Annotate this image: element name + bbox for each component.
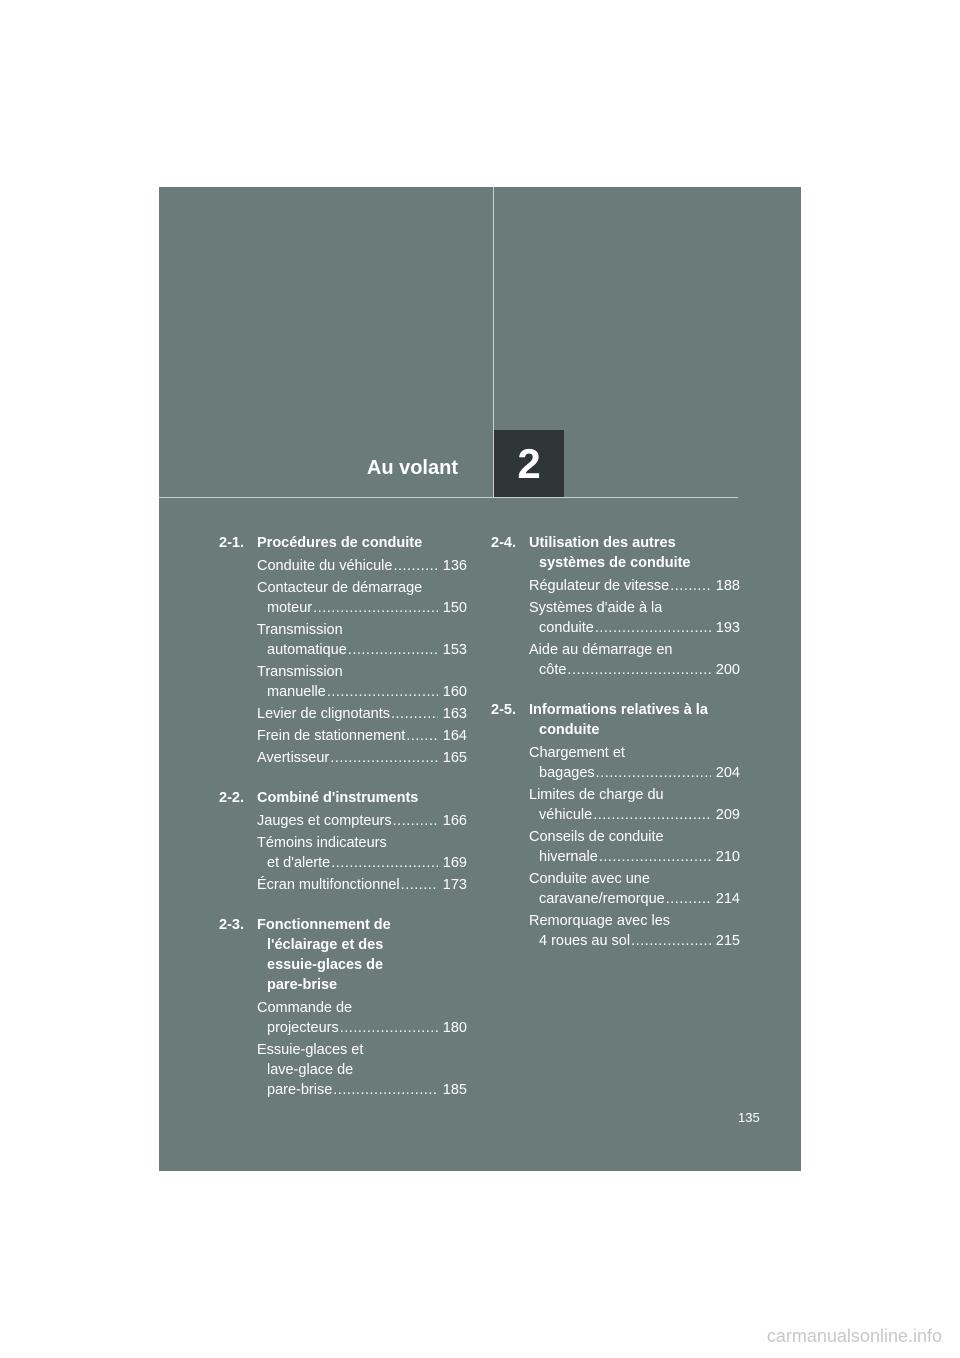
- section-title-line: Informations relatives à la: [529, 702, 708, 718]
- toc-section: [219, 788, 467, 895]
- chapter-number-box: [494, 430, 564, 497]
- entry-last-line: [257, 875, 467, 895]
- section-title: [257, 533, 467, 553]
- toc-entry[interactable]: [257, 726, 467, 746]
- section-heading[interactable]: [219, 788, 467, 808]
- dot-leader: [333, 1080, 438, 1100]
- entry-text-line: Régulateur de vitesse: [529, 578, 670, 594]
- toc-entry[interactable]: [529, 869, 740, 909]
- entry-text-line: Avertisseur: [257, 750, 330, 766]
- entry-last-line: [529, 805, 740, 825]
- toc-entry[interactable]: [529, 598, 740, 638]
- chapter-number: 2: [517, 439, 541, 487]
- dot-leader: [567, 660, 710, 680]
- entry-text-line: manuelle: [267, 684, 326, 700]
- entry-last-line: [257, 726, 467, 746]
- entry-text-line: Chargement et: [529, 745, 625, 761]
- chapter-title: Au volant: [366, 457, 458, 479]
- dot-leader: [391, 704, 438, 724]
- entry-text-line: Conseils de conduite: [529, 829, 664, 845]
- entry-last-line: [257, 598, 467, 618]
- entry-last-line: [529, 660, 740, 680]
- entry-list: [219, 998, 467, 1100]
- entry-text-line: Transmission: [257, 622, 343, 638]
- entry-text-line: véhicule: [539, 807, 593, 823]
- toc-column-right: [491, 533, 740, 971]
- toc-column-left: [219, 533, 467, 1120]
- entry-text-line: bagages: [539, 765, 595, 781]
- entry-text-line: conduite: [539, 620, 594, 636]
- toc-entry[interactable]: [529, 827, 740, 867]
- entry-text-line: Frein de stationnement: [257, 728, 406, 744]
- entry-page-number: 163: [442, 706, 467, 722]
- toc-entry[interactable]: [257, 662, 467, 702]
- dot-leader: [406, 726, 437, 746]
- entry-list: [219, 811, 467, 895]
- entry-text-line: Essuie-glaces et: [257, 1042, 364, 1058]
- entry-text-line: 4 roues au sol: [539, 933, 631, 949]
- entry-page-number: 215: [715, 933, 740, 949]
- entry-text-line: Témoins indicateurs: [257, 835, 387, 851]
- entry-last-line: [529, 931, 740, 951]
- entry-text-line: Contacteur de démarrage: [257, 580, 423, 596]
- toc-entry[interactable]: [257, 833, 467, 873]
- dot-leader: [666, 889, 711, 909]
- section-title-line: pare-brise: [267, 977, 338, 993]
- toc-entry[interactable]: [257, 1040, 467, 1100]
- entry-last-line: [257, 556, 467, 576]
- entry-last-line: [257, 640, 467, 660]
- entry-text-line: hivernale: [539, 849, 598, 865]
- section-number: 2-2.: [219, 790, 244, 806]
- entry-page-number: 150: [442, 600, 467, 616]
- dot-leader: [393, 556, 437, 576]
- toc-entry[interactable]: [257, 998, 467, 1038]
- toc-entry[interactable]: [529, 785, 740, 825]
- entry-last-line: [257, 682, 467, 702]
- section-title-line: systèmes de conduite: [539, 555, 691, 571]
- entry-list: [491, 743, 740, 951]
- entry-text-line: Conduite du véhicule: [257, 558, 393, 574]
- toc-entry[interactable]: [257, 556, 467, 576]
- toc-section: [219, 533, 467, 768]
- entry-page-number: 188: [715, 578, 740, 594]
- watermark: carmanualsonline.info: [766, 1326, 942, 1346]
- section-title-line: conduite: [539, 722, 600, 738]
- toc-entry[interactable]: [257, 748, 467, 768]
- entry-last-line: [257, 748, 467, 768]
- entry-page-number: 160: [442, 684, 467, 700]
- dot-leader: [330, 748, 438, 768]
- entry-page-number: 180: [442, 1020, 467, 1036]
- section-title-line: essuie-glaces de: [267, 957, 384, 973]
- section-title: [257, 915, 467, 995]
- entry-text-line: Jauges et compteurs: [257, 813, 392, 829]
- entry-text-line: Aide au démarrage en: [529, 642, 673, 658]
- toc-entry[interactable]: [257, 811, 467, 831]
- entry-page-number: 166: [442, 813, 467, 829]
- toc-entry[interactable]: [529, 640, 740, 680]
- entry-text-line: Conduite avec une: [529, 871, 650, 887]
- entry-page-number: 210: [715, 849, 740, 865]
- entry-last-line: [257, 811, 467, 831]
- entry-page-number: 153: [442, 642, 467, 658]
- dot-leader: [631, 931, 711, 951]
- dot-leader: [596, 763, 711, 783]
- section-heading[interactable]: [219, 915, 467, 995]
- entry-last-line: [257, 1018, 467, 1038]
- entry-last-line: [529, 763, 740, 783]
- toc-section: [219, 915, 467, 1100]
- entry-page-number: 204: [715, 765, 740, 781]
- section-title: [257, 788, 467, 808]
- dot-leader: [593, 805, 711, 825]
- entry-last-line: [529, 889, 740, 909]
- section-title-line: l'éclairage et des: [267, 937, 384, 953]
- toc-entry[interactable]: [529, 743, 740, 783]
- section-title-line: Utilisation des autres: [529, 535, 676, 551]
- entry-page-number: 214: [715, 891, 740, 907]
- entry-list: [491, 576, 740, 680]
- toc-section: [491, 533, 740, 680]
- entry-text-line: caravane/remorque: [539, 891, 665, 907]
- entry-page-number: 200: [715, 662, 740, 678]
- section-title-line: Combiné d'instruments: [257, 790, 419, 806]
- dot-leader: [313, 598, 438, 618]
- entry-text-line: Transmission: [257, 664, 343, 680]
- entry-last-line: [529, 847, 740, 867]
- page-number: 135: [738, 1110, 760, 1125]
- entry-page-number: 164: [442, 728, 467, 744]
- horizontal-rule: [159, 497, 738, 498]
- section-number: 2-5.: [491, 702, 516, 718]
- entry-text-line: Limites de charge du: [529, 787, 664, 803]
- entry-list: [219, 556, 467, 768]
- toc-entry[interactable]: [529, 576, 740, 596]
- entry-page-number: 165: [442, 750, 467, 766]
- toc-entry[interactable]: [257, 620, 467, 660]
- section-title: [529, 700, 740, 740]
- dot-leader: [348, 640, 438, 660]
- dot-leader: [670, 576, 711, 596]
- entry-last-line: [257, 853, 467, 873]
- section-title-line: Fonctionnement de: [257, 917, 391, 933]
- entry-page-number: 185: [442, 1082, 467, 1098]
- dot-leader: [331, 853, 438, 873]
- entry-text-line: automatique: [267, 642, 347, 658]
- section-heading[interactable]: [219, 533, 467, 553]
- entry-text-line: Remorquage avec les: [529, 913, 671, 929]
- toc-entry[interactable]: [529, 911, 740, 951]
- entry-text-line: projecteurs: [267, 1020, 339, 1036]
- section-number: 2-1.: [219, 535, 244, 551]
- entry-text-line: et d'alerte: [267, 855, 331, 871]
- section-title-line: Procédures de conduite: [257, 535, 423, 551]
- toc-entry[interactable]: [257, 578, 467, 618]
- entry-page-number: 136: [442, 558, 467, 574]
- entry-text-line: pare-brise: [267, 1082, 333, 1098]
- entry-text-line: Levier de clignotants: [257, 706, 390, 722]
- dot-leader: [595, 618, 711, 638]
- entry-text-line: côte: [539, 662, 567, 678]
- section-heading[interactable]: [491, 700, 740, 740]
- entry-last-line: [529, 576, 740, 596]
- entry-text-line: moteur: [267, 600, 313, 616]
- dot-leader: [393, 811, 438, 831]
- dot-leader: [401, 875, 438, 895]
- entry-page-number: 209: [715, 807, 740, 823]
- entry-text-line: lave-glace de: [267, 1062, 354, 1078]
- section-title: [529, 533, 740, 573]
- entry-last-line: [257, 1080, 467, 1100]
- section-number: 2-4.: [491, 535, 516, 551]
- dot-leader: [327, 682, 438, 702]
- entry-text-line: Commande de: [257, 1000, 353, 1016]
- entry-page-number: 173: [442, 877, 467, 893]
- toc-entry[interactable]: [257, 704, 467, 724]
- entry-page-number: 193: [715, 620, 740, 636]
- dot-leader: [340, 1018, 438, 1038]
- entry-text-line: Systèmes d'aide à la: [529, 600, 663, 616]
- entry-text-line: Écran multifonctionnel: [257, 877, 400, 893]
- section-number: 2-3.: [219, 917, 244, 933]
- entry-last-line: [529, 618, 740, 638]
- entry-page-number: 169: [442, 855, 467, 871]
- section-heading[interactable]: [491, 533, 740, 573]
- dot-leader: [599, 847, 711, 867]
- toc-section: [491, 700, 740, 951]
- toc-entry[interactable]: [257, 875, 467, 895]
- entry-last-line: [257, 704, 467, 724]
